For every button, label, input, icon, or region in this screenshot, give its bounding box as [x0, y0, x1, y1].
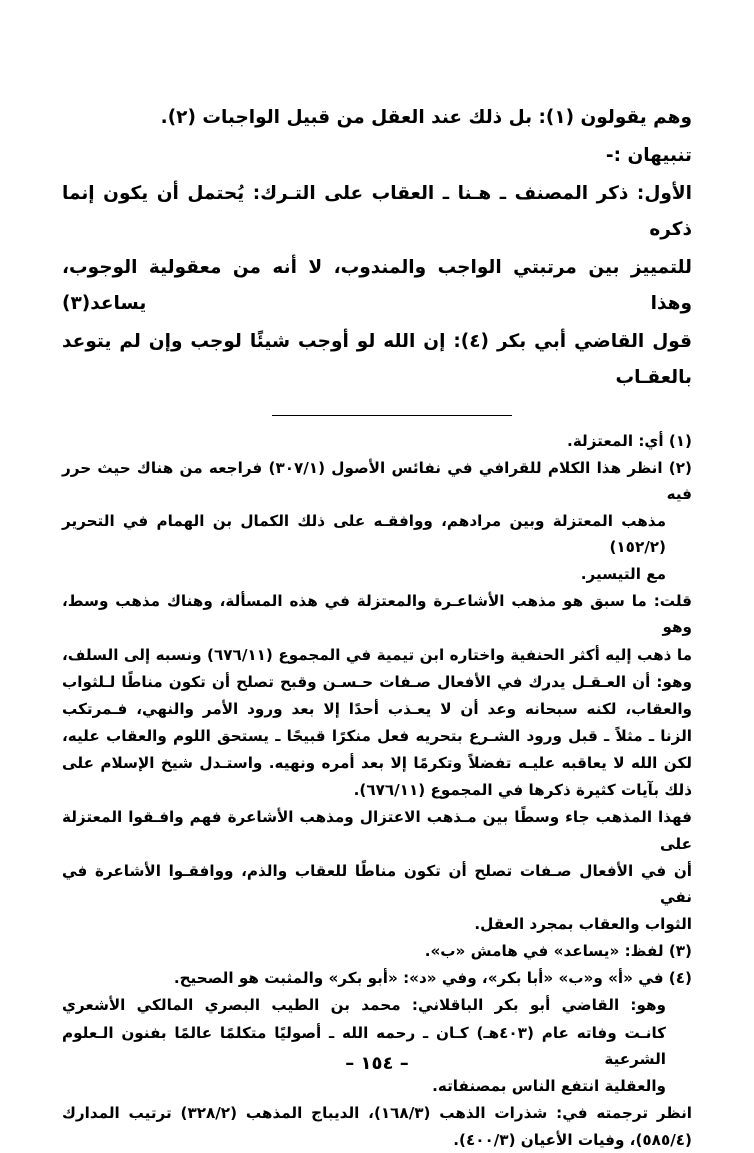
footnote-4-bio-line-1: وهو: القاضي أبو بكر الباقلاني: محمد بن الطيب البصري المالكي الأشعري	[62, 992, 692, 1018]
footnote-4-bio-line-2: كانـت وفاته عام (٤٠٣هـ) كـان ـ رحمه الله ـ أصوليًا متكلمًا عالمًا بفنون الـعلوم الشرعية	[62, 1020, 692, 1072]
footnote-2-line-2: مذهب المعتزلة وبين مرادهم، ووافقـه على ذلك الكمال بن الهمام في التحرير (١٥٢/٢)	[62, 508, 692, 560]
main-line-1: وهم يقولون (١): بل ذلك عند العقل من قبيل الواجبات (٢).	[62, 100, 692, 136]
footnote-4-bio-line-3: والعقلية انتفع الناس بمصنفاته.	[62, 1073, 692, 1099]
footnote-2-note-line-6: لكن الله لا يعاقبه عليـه تفضلاً وتكرمًا إلا بعد أمره ونهيه. واستـدل شيخ الإسلام على	[62, 750, 692, 776]
footnote-2-concl-line-1: فهذا المذهب جاء وسطًا بين مـذهب الاعتزال ومذهب الأشاعرة فهم وافـقوا المعتزلة على	[62, 804, 692, 856]
footnote-3: (٣) لفظ: «يساعد» في هامش «ب».	[62, 938, 692, 964]
footnote-separator	[272, 415, 512, 416]
footnote-2-note-line-7: ذلك بآيات كثيرة ذكرها في المجموع (٦٧٦/١١).	[62, 777, 692, 803]
footnote-2-note-line-5: الزنا ـ مثلاً ـ قبل ورود الشـرع بتحريه فعل منكرًا قبيحًا ـ يستحق اللوم والعقاب عليه،	[62, 723, 692, 749]
footnote-4-refs-line-1: انظر ترجمته في: شذرات الذهب (١٦٨/٣)، الديباج المذهب (٣٢٨/٢) ترتيب المدارك	[62, 1100, 692, 1126]
footnote-2-line-1: (٢) انظر هذا الكلام للقرافي في نفائس الأصول (٣٠٧/١) فراجعه من هناك حيث حرر فيه	[62, 455, 692, 507]
footnote-2-concl-line-3: الثواب والعقاب بمجرد العقل.	[62, 911, 692, 937]
footnote-2-note-line-1: قلت: ما سبق هو مذهب الأشاعـرة والمعتزلة في هذه المسألة، وهناك مذهب وسط، وهو	[62, 588, 692, 640]
main-text-block	[62, 100, 692, 397]
footnote-4-refs-line-2: (٥٨٥/٤)، وفيات الأعيان (٤٠٠/٣).	[62, 1127, 692, 1153]
main-line-2: تنبيهان :-	[62, 138, 692, 174]
main-para-line-2: للتمييز بين مرتبتي الواجب والمندوب، لا أنه من معقولية الوجوب، وهذا يساعد(٣)	[62, 250, 692, 322]
footnote-2-line-3: مع التيسير.	[62, 561, 692, 587]
footnote-4: (٤) في «أ» و«ب» «أبا بكر»، وفي «د»: «أبو بكر» والمثبت هو الصحيح.	[62, 965, 692, 991]
footnote-1: (١) أي: المعتزلة.	[62, 428, 692, 454]
main-para-line-3: قول القاضي أبي بكر (٤): إن الله لو أوجب شيئًا لوجب وإن لم يتوعد بالعقـاب	[62, 324, 692, 396]
main-para-line-1: الأول: ذكر المصنف ـ هـنا ـ العقاب على التـرك: يُحتمل أن يكون إنما ذكره	[62, 176, 692, 248]
footnote-2-note-line-3: وهو: أن العـقـل يدرك في الأفعال صـفات حـسـن وقبح تصلح أن تكون مناطًا لـلثواب	[62, 669, 692, 695]
footnotes-block	[62, 428, 692, 1153]
footnote-2-note-line-4: والعقاب، لكنه سبحانه وعد أن لا يعـذب أحدًا إلا بعد ورود الأمر والنهي، فـمرتكب	[62, 696, 692, 722]
footnote-2-note-line-2: ما ذهب إليه أكثر الحنفية واختاره ابن تيمية في المجموع (٦٧٦/١١) ونسبه إلى السلف،	[62, 642, 692, 668]
footnote-2-concl-line-2: أن في الأفعال صـفات تصلح أن تكون مناطًا للعقاب والذم، ووافقـوا الأشاعرة في نفي	[62, 858, 692, 910]
page-number: – ١٥٤ –	[0, 1053, 754, 1074]
